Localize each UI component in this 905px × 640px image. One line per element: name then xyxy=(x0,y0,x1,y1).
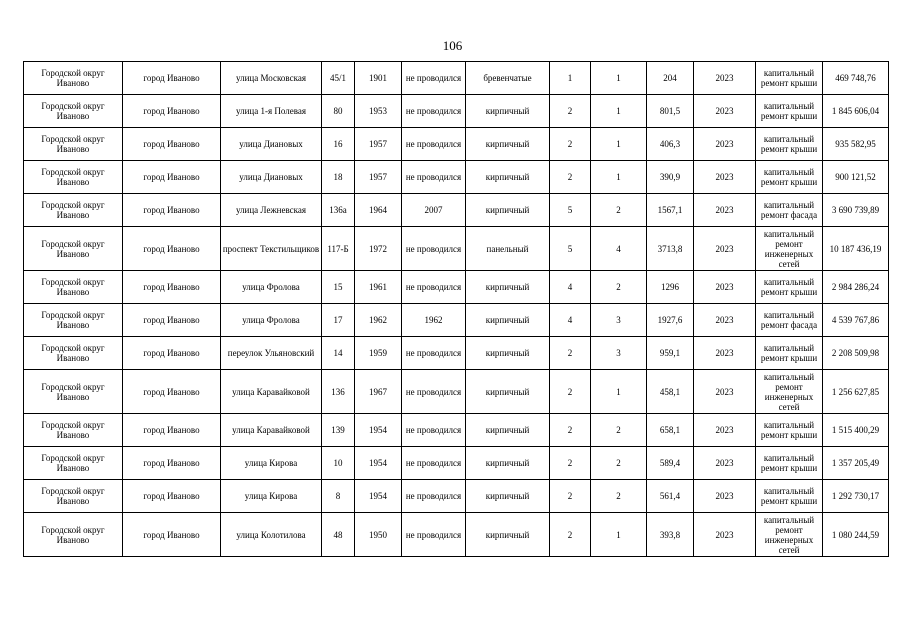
cell-municipality: Городской округ Иваново xyxy=(24,414,123,447)
cell-last-repair-year: не проводился xyxy=(402,62,466,95)
cell-settlement: город Иваново xyxy=(123,447,221,480)
cell-last-repair-year: 1962 xyxy=(402,304,466,337)
cell-construction-year: 1964 xyxy=(355,194,402,227)
cell-construction-year: 1961 xyxy=(355,271,402,304)
cell-settlement: город Иваново xyxy=(123,194,221,227)
cell-street: улица Фролова xyxy=(221,304,322,337)
cell-municipality: Городской округ Иваново xyxy=(24,304,123,337)
cell-house-number: 17 xyxy=(322,304,355,337)
cell-house-number: 136 xyxy=(322,370,355,414)
cell-floors: 4 xyxy=(550,271,591,304)
table-row xyxy=(24,95,889,128)
cell-entrances: 3 xyxy=(591,304,647,337)
cell-planned-year: 2023 xyxy=(694,62,756,95)
cell-total-area: 561,4 xyxy=(647,480,694,513)
cell-repair-cost: 1 845 606,04 xyxy=(823,95,889,128)
cell-entrances: 2 xyxy=(591,414,647,447)
cell-street: улица Каравайковой xyxy=(221,370,322,414)
cell-last-repair-year: не проводился xyxy=(402,370,466,414)
cell-last-repair-year: не проводился xyxy=(402,227,466,271)
cell-total-area: 589,4 xyxy=(647,447,694,480)
cell-planned-year: 2023 xyxy=(694,194,756,227)
cell-house-number: 8 xyxy=(322,480,355,513)
cell-planned-year: 2023 xyxy=(694,227,756,271)
cell-municipality: Городской округ Иваново xyxy=(24,480,123,513)
cell-settlement: город Иваново xyxy=(123,370,221,414)
cell-planned-year: 2023 xyxy=(694,337,756,370)
cell-planned-year: 2023 xyxy=(694,480,756,513)
cell-wall-material: кирпичный xyxy=(466,161,550,194)
cell-repair-cost: 3 690 739,89 xyxy=(823,194,889,227)
table-row xyxy=(24,271,889,304)
cell-construction-year: 1954 xyxy=(355,447,402,480)
cell-planned-year: 2023 xyxy=(694,95,756,128)
cell-construction-year: 1957 xyxy=(355,128,402,161)
cell-repair-cost: 469 748,76 xyxy=(823,62,889,95)
cell-wall-material: бревенчатые xyxy=(466,62,550,95)
cell-floors: 2 xyxy=(550,414,591,447)
cell-total-area: 959,1 xyxy=(647,337,694,370)
table-row xyxy=(24,227,889,271)
cell-house-number: 48 xyxy=(322,513,355,557)
cell-floors: 2 xyxy=(550,161,591,194)
cell-total-area: 204 xyxy=(647,62,694,95)
cell-last-repair-year: не проводился xyxy=(402,447,466,480)
cell-settlement: город Иваново xyxy=(123,128,221,161)
cell-entrances: 4 xyxy=(591,227,647,271)
table-row xyxy=(24,194,889,227)
cell-wall-material: кирпичный xyxy=(466,95,550,128)
cell-entrances: 1 xyxy=(591,62,647,95)
cell-municipality: Городской округ Иваново xyxy=(24,271,123,304)
cell-last-repair-year: не проводился xyxy=(402,95,466,128)
cell-street: улица 1-я Полевая xyxy=(221,95,322,128)
cell-wall-material: кирпичный xyxy=(466,513,550,557)
cell-repair-type: капитальный ремонт инженерных сетей xyxy=(756,370,823,414)
cell-house-number: 45/1 xyxy=(322,62,355,95)
cell-house-number: 16 xyxy=(322,128,355,161)
cell-total-area: 458,1 xyxy=(647,370,694,414)
cell-municipality: Городской округ Иваново xyxy=(24,370,123,414)
cell-wall-material: кирпичный xyxy=(466,128,550,161)
cell-last-repair-year: не проводился xyxy=(402,513,466,557)
cell-house-number: 117-Б xyxy=(322,227,355,271)
table-row xyxy=(24,128,889,161)
cell-floors: 4 xyxy=(550,304,591,337)
cell-municipality: Городской округ Иваново xyxy=(24,513,123,557)
table-row xyxy=(24,447,889,480)
cell-house-number: 18 xyxy=(322,161,355,194)
cell-last-repair-year: 2007 xyxy=(402,194,466,227)
cell-planned-year: 2023 xyxy=(694,447,756,480)
cell-settlement: город Иваново xyxy=(123,414,221,447)
cell-planned-year: 2023 xyxy=(694,271,756,304)
cell-wall-material: кирпичный xyxy=(466,370,550,414)
cell-repair-type: капитальный ремонт инженерных сетей xyxy=(756,227,823,271)
cell-repair-cost: 1 515 400,29 xyxy=(823,414,889,447)
cell-repair-type: капитальный ремонт крыши xyxy=(756,62,823,95)
table-row xyxy=(24,161,889,194)
cell-last-repair-year: не проводился xyxy=(402,161,466,194)
cell-municipality: Городской округ Иваново xyxy=(24,194,123,227)
cell-construction-year: 1962 xyxy=(355,304,402,337)
table-row xyxy=(24,304,889,337)
cell-repair-type: капитальный ремонт фасада xyxy=(756,304,823,337)
cell-repair-type: капитальный ремонт фасада xyxy=(756,194,823,227)
cell-repair-type: капитальный ремонт крыши xyxy=(756,128,823,161)
cell-repair-type: капитальный ремонт крыши xyxy=(756,95,823,128)
cell-entrances: 2 xyxy=(591,480,647,513)
cell-total-area: 1296 xyxy=(647,271,694,304)
cell-construction-year: 1950 xyxy=(355,513,402,557)
cell-repair-cost: 2 208 509,98 xyxy=(823,337,889,370)
cell-entrances: 1 xyxy=(591,513,647,557)
cell-entrances: 1 xyxy=(591,161,647,194)
cell-repair-cost: 2 984 286,24 xyxy=(823,271,889,304)
cell-settlement: город Иваново xyxy=(123,337,221,370)
cell-street: улица Кирова xyxy=(221,480,322,513)
cell-settlement: город Иваново xyxy=(123,513,221,557)
cell-construction-year: 1972 xyxy=(355,227,402,271)
cell-wall-material: кирпичный xyxy=(466,447,550,480)
cell-municipality: Городской округ Иваново xyxy=(24,337,123,370)
cell-settlement: город Иваново xyxy=(123,271,221,304)
cell-municipality: Городской округ Иваново xyxy=(24,447,123,480)
cell-construction-year: 1953 xyxy=(355,95,402,128)
cell-wall-material: кирпичный xyxy=(466,414,550,447)
cell-street: улица Фролова xyxy=(221,271,322,304)
cell-repair-type: капитальный ремонт крыши xyxy=(756,480,823,513)
cell-repair-cost: 4 539 767,86 xyxy=(823,304,889,337)
cell-entrances: 2 xyxy=(591,447,647,480)
cell-repair-cost: 1 080 244,59 xyxy=(823,513,889,557)
table-row xyxy=(24,480,889,513)
cell-floors: 2 xyxy=(550,370,591,414)
cell-municipality: Городской округ Иваново xyxy=(24,128,123,161)
cell-wall-material: панельный xyxy=(466,227,550,271)
cell-planned-year: 2023 xyxy=(694,304,756,337)
cell-house-number: 14 xyxy=(322,337,355,370)
cell-repair-cost: 900 121,52 xyxy=(823,161,889,194)
cell-construction-year: 1967 xyxy=(355,370,402,414)
cell-floors: 2 xyxy=(550,447,591,480)
cell-floors: 2 xyxy=(550,480,591,513)
cell-construction-year: 1959 xyxy=(355,337,402,370)
cell-repair-type: капитальный ремонт крыши xyxy=(756,161,823,194)
cell-total-area: 1567,1 xyxy=(647,194,694,227)
cell-settlement: город Иваново xyxy=(123,62,221,95)
cell-wall-material: кирпичный xyxy=(466,304,550,337)
cell-repair-cost: 1 357 205,49 xyxy=(823,447,889,480)
cell-wall-material: кирпичный xyxy=(466,194,550,227)
cell-municipality: Городской округ Иваново xyxy=(24,227,123,271)
cell-repair-type: капитальный ремонт инженерных сетей xyxy=(756,513,823,557)
cell-house-number: 136а xyxy=(322,194,355,227)
cell-floors: 2 xyxy=(550,337,591,370)
cell-planned-year: 2023 xyxy=(694,513,756,557)
cell-construction-year: 1954 xyxy=(355,414,402,447)
cell-repair-type: капитальный ремонт крыши xyxy=(756,337,823,370)
cell-repair-cost: 10 187 436,19 xyxy=(823,227,889,271)
cell-settlement: город Иваново xyxy=(123,304,221,337)
table-row xyxy=(24,513,889,557)
cell-municipality: Городской округ Иваново xyxy=(24,62,123,95)
cell-total-area: 801,5 xyxy=(647,95,694,128)
cell-settlement: город Иваново xyxy=(123,227,221,271)
cell-house-number: 10 xyxy=(322,447,355,480)
cell-entrances: 1 xyxy=(591,95,647,128)
cell-house-number: 15 xyxy=(322,271,355,304)
cell-floors: 1 xyxy=(550,62,591,95)
cell-total-area: 1927,6 xyxy=(647,304,694,337)
page-number: 106 xyxy=(442,38,463,53)
cell-entrances: 2 xyxy=(591,194,647,227)
cell-floors: 5 xyxy=(550,194,591,227)
cell-last-repair-year: не проводился xyxy=(402,271,466,304)
cell-street: переулок Ульяновский xyxy=(221,337,322,370)
cell-repair-type: капитальный ремонт крыши xyxy=(756,447,823,480)
cell-floors: 2 xyxy=(550,95,591,128)
cell-repair-cost: 935 582,95 xyxy=(823,128,889,161)
cell-planned-year: 2023 xyxy=(694,161,756,194)
cell-construction-year: 1954 xyxy=(355,480,402,513)
cell-street: улица Кирова xyxy=(221,447,322,480)
cell-last-repair-year: не проводился xyxy=(402,128,466,161)
cell-total-area: 393,8 xyxy=(647,513,694,557)
cell-wall-material: кирпичный xyxy=(466,271,550,304)
cell-last-repair-year: не проводился xyxy=(402,337,466,370)
cell-floors: 2 xyxy=(550,513,591,557)
cell-last-repair-year: не проводился xyxy=(402,414,466,447)
cell-house-number: 80 xyxy=(322,95,355,128)
table-row xyxy=(24,370,889,414)
cell-street: улица Московская xyxy=(221,62,322,95)
cell-street: улица Лежневская xyxy=(221,194,322,227)
cell-construction-year: 1957 xyxy=(355,161,402,194)
cell-repair-cost: 1 256 627,85 xyxy=(823,370,889,414)
cell-settlement: город Иваново xyxy=(123,480,221,513)
cell-repair-cost: 1 292 730,17 xyxy=(823,480,889,513)
table-row xyxy=(24,414,889,447)
cell-municipality: Городской округ Иваново xyxy=(24,161,123,194)
cell-total-area: 658,1 xyxy=(647,414,694,447)
cell-entrances: 1 xyxy=(591,370,647,414)
table-row xyxy=(24,337,889,370)
cell-wall-material: кирпичный xyxy=(466,480,550,513)
cell-planned-year: 2023 xyxy=(694,414,756,447)
cell-street: улица Колотилова xyxy=(221,513,322,557)
cell-repair-type: капитальный ремонт крыши xyxy=(756,414,823,447)
cell-repair-type: капитальный ремонт крыши xyxy=(756,271,823,304)
cell-floors: 5 xyxy=(550,227,591,271)
cell-street: улица Каравайковой xyxy=(221,414,322,447)
cell-floors: 2 xyxy=(550,128,591,161)
cell-total-area: 390,9 xyxy=(647,161,694,194)
cell-entrances: 1 xyxy=(591,128,647,161)
cell-construction-year: 1901 xyxy=(355,62,402,95)
cell-street: улица Диановых xyxy=(221,128,322,161)
cell-house-number: 139 xyxy=(322,414,355,447)
cell-planned-year: 2023 xyxy=(694,370,756,414)
cell-municipality: Городской округ Иваново xyxy=(24,95,123,128)
cell-street: проспект Текстильщиков xyxy=(221,227,322,271)
cell-total-area: 406,3 xyxy=(647,128,694,161)
cell-street: улица Диановых xyxy=(221,161,322,194)
cell-planned-year: 2023 xyxy=(694,128,756,161)
table-row xyxy=(24,62,889,95)
housing-repair-table xyxy=(23,61,889,557)
cell-entrances: 2 xyxy=(591,271,647,304)
cell-entrances: 3 xyxy=(591,337,647,370)
cell-settlement: город Иваново xyxy=(123,95,221,128)
cell-total-area: 3713,8 xyxy=(647,227,694,271)
cell-settlement: город Иваново xyxy=(123,161,221,194)
cell-wall-material: кирпичный xyxy=(466,337,550,370)
cell-last-repair-year: не проводился xyxy=(402,480,466,513)
